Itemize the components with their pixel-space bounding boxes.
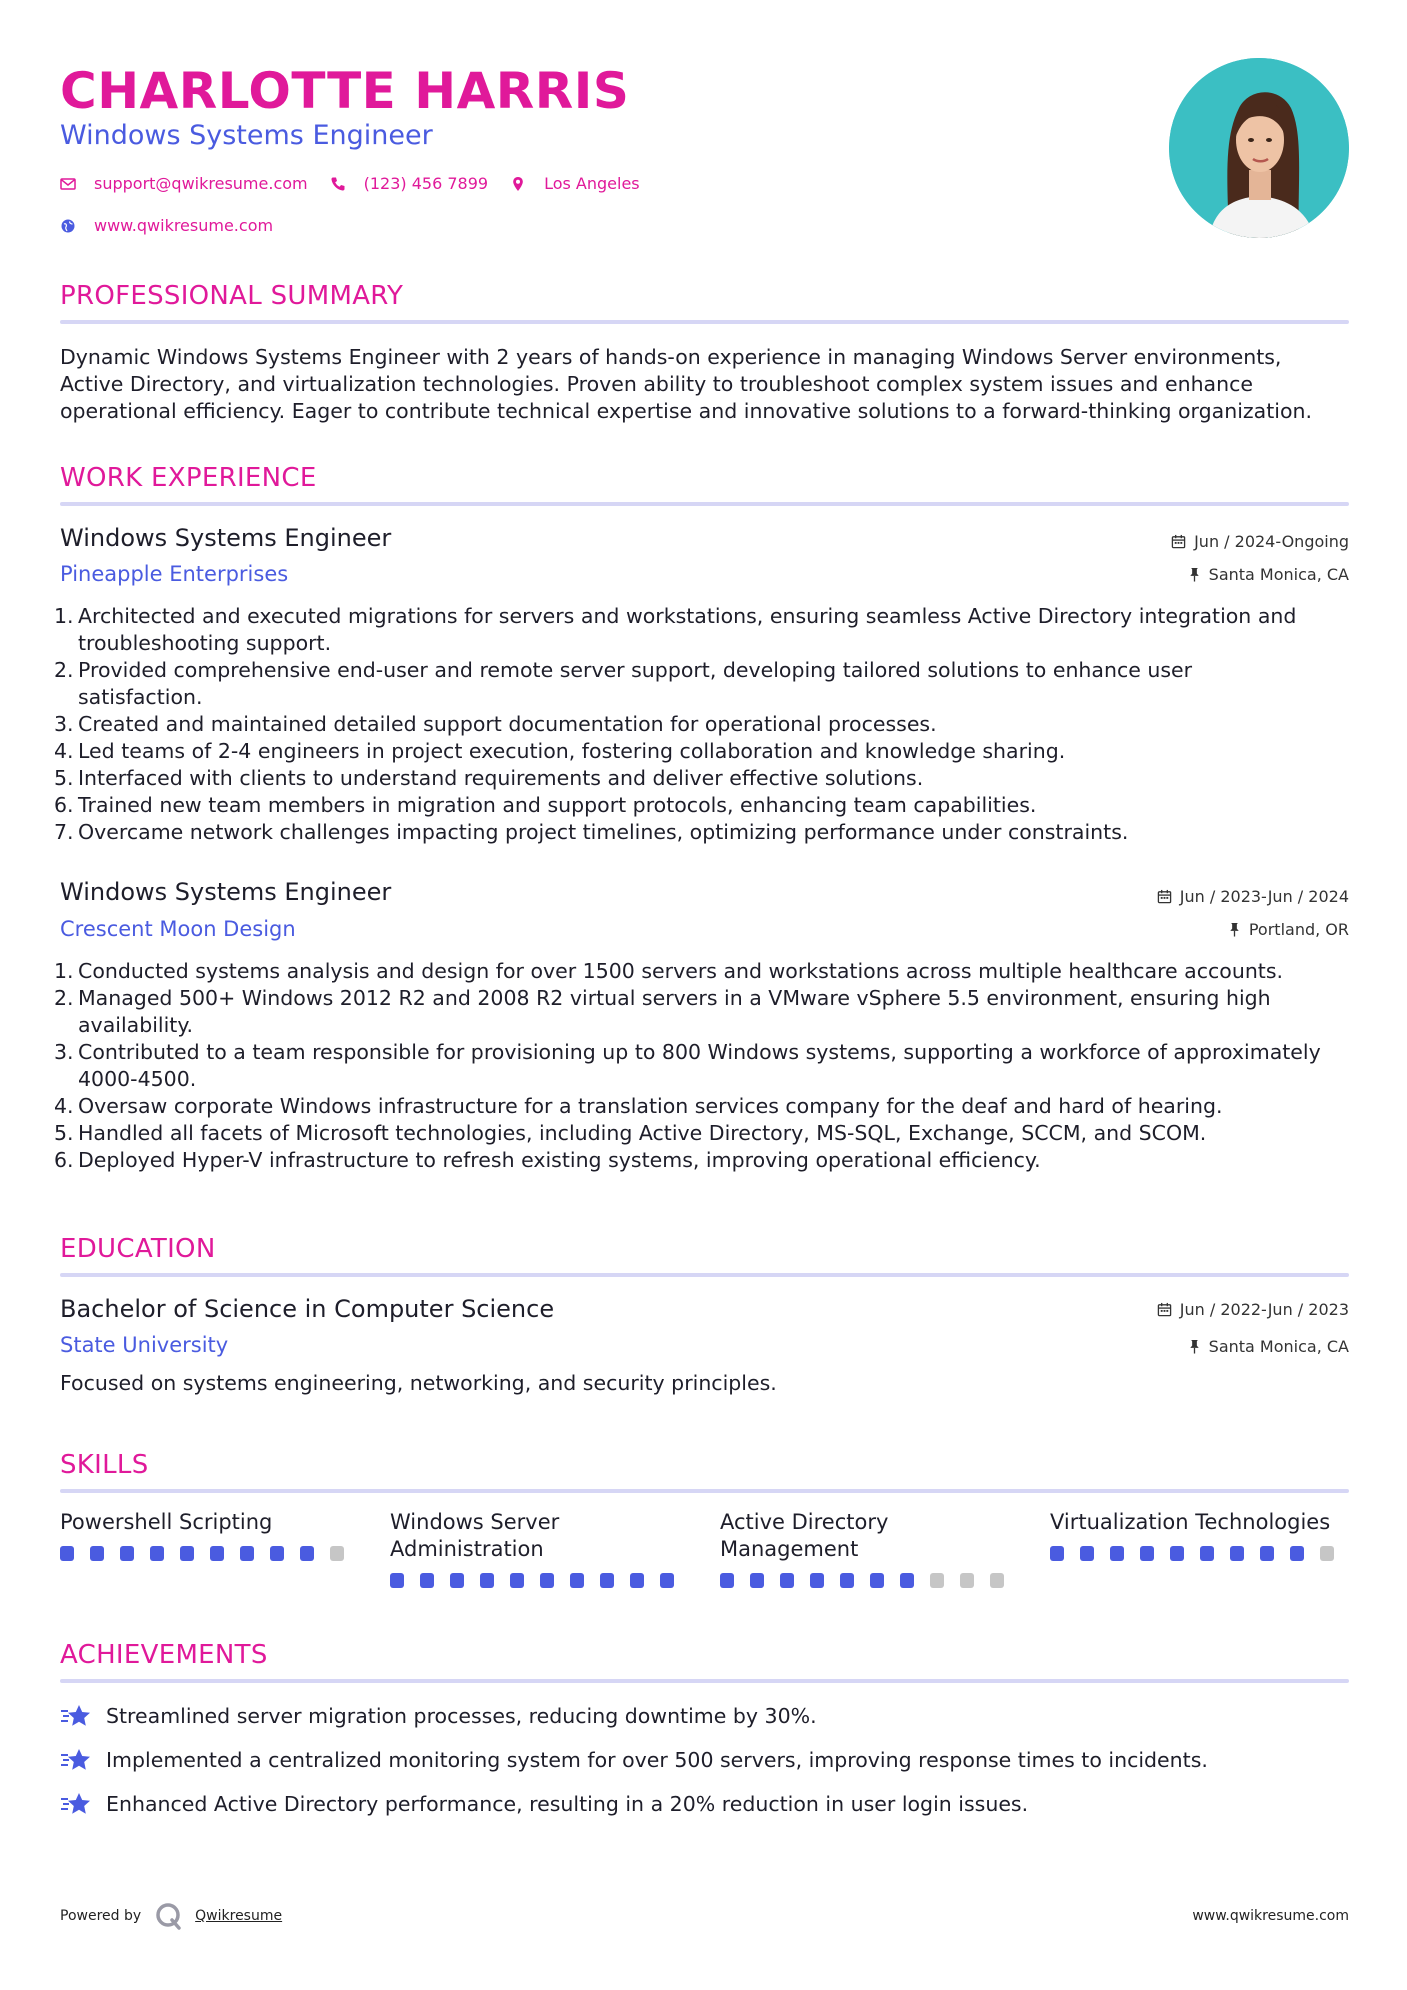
skill-item — [720, 1509, 1020, 1588]
location-text: Los Angeles — [544, 174, 640, 193]
skill-dot-empty — [990, 1573, 1004, 1588]
bullet-text: Managed 500+ Windows 2012 R2 and 2008 R2 virtual servers in a VMware vSphere 5.5 environment, ensuring high — [78, 986, 1271, 1010]
skill-dot-filled — [600, 1573, 614, 1588]
list-item — [54, 1039, 1349, 1093]
education-divider — [60, 1273, 1349, 1277]
skill-dot-filled — [1230, 1546, 1244, 1561]
skill-name-line2: Administration — [390, 1537, 544, 1561]
achievement-item — [60, 1791, 1028, 1817]
qwikresume-logo-icon — [155, 1902, 183, 1930]
bullet-number: 2. — [54, 658, 74, 682]
bullet-number: 3. — [54, 712, 74, 736]
bullet-text: satisfaction. — [78, 685, 203, 709]
skill-item — [1050, 1509, 1350, 1561]
skill-dot-filled — [750, 1573, 764, 1588]
location-pin-icon — [510, 176, 526, 192]
contact-row-2 — [60, 216, 295, 235]
job-location-text: Santa Monica, CA — [1208, 565, 1349, 584]
skill-dot-filled — [630, 1573, 644, 1588]
pushpin-icon — [1188, 567, 1201, 582]
skill-dot-filled — [90, 1546, 104, 1561]
globe-icon — [60, 218, 76, 234]
achievement-text: Implemented a centralized monitoring system for over 500 servers, improving response times to incidents. — [106, 1748, 1208, 1772]
achievements-divider — [60, 1679, 1349, 1683]
bullet-number: 3. — [54, 1040, 74, 1064]
envelope-icon — [60, 176, 76, 192]
portrait-illustration — [1169, 58, 1349, 238]
bullet-text: availability. — [78, 1013, 194, 1037]
bullet-text: 4000-4500. — [78, 1067, 197, 1091]
skill-name-line2: Management — [720, 1537, 859, 1561]
list-item — [54, 765, 1349, 792]
bullet-text: Trained new team members in migration and support protocols, enhancing team capabilities. — [78, 793, 1037, 817]
company-name: Pineapple Enterprises — [60, 562, 289, 586]
company-name: Crescent Moon Design — [60, 917, 296, 941]
skill-dot-filled — [60, 1546, 74, 1561]
bullet-text: Led teams of 2-4 engineers in project execution, fostering collaboration and knowledge sharing. — [78, 739, 1066, 763]
profile-photo — [1169, 58, 1349, 238]
achievement-item — [60, 1703, 817, 1729]
bullet-text: troubleshooting support. — [78, 631, 332, 655]
job-dates — [1171, 532, 1349, 551]
resume-page — [54, 0, 1349, 1990]
skill-dot-filled — [900, 1573, 914, 1588]
skill-dot-empty — [960, 1573, 974, 1588]
email-link[interactable]: support@qwikresume.com — [94, 174, 308, 193]
list-item — [54, 985, 1349, 1039]
job-dates — [1157, 887, 1349, 906]
skill-dot-filled — [210, 1546, 224, 1561]
job-bullets — [54, 603, 1349, 846]
skill-item — [390, 1509, 690, 1588]
skill-dot-filled — [510, 1573, 524, 1588]
skill-dot-empty — [330, 1546, 344, 1561]
job-title: Windows Systems Engineer — [60, 878, 392, 906]
list-item — [54, 657, 1349, 711]
skill-dot-empty — [930, 1573, 944, 1588]
bullet-number: 6. — [54, 1148, 74, 1172]
skill-dot-empty — [1320, 1546, 1334, 1561]
skill-dot-filled — [450, 1573, 464, 1588]
phone-icon — [330, 176, 346, 192]
experience-divider — [60, 502, 1349, 506]
skill-name: Powershell Scripting — [60, 1510, 273, 1534]
phone-text: (123) 456 7899 — [363, 174, 489, 193]
bullet-text: Created and maintained detailed support documentation for operational processes. — [78, 712, 937, 736]
achievement-text: Streamlined server migration processes, reducing downtime by 30%. — [106, 1704, 817, 1728]
skill-dot-filled — [420, 1573, 434, 1588]
bullet-number: 1. — [54, 604, 74, 628]
bullet-number: 1. — [54, 959, 74, 983]
summary-divider — [60, 320, 1349, 324]
list-item — [54, 792, 1349, 819]
skill-dot-filled — [570, 1573, 584, 1588]
bullet-text: Deployed Hyper-V infrastructure to refresh existing systems, improving operational efficiency. — [78, 1148, 1041, 1172]
bullet-text: Architected and executed migrations for servers and workstations, ensuring seamless Active Directory integration and — [78, 604, 1297, 628]
skill-dot-filled — [720, 1573, 734, 1588]
degree-title: Bachelor of Science in Computer Science — [60, 1295, 555, 1323]
job-location — [1188, 565, 1349, 584]
education-description: Focused on systems engineering, networking, and security principles. — [60, 1371, 777, 1395]
job-dates-text: Jun / 2023-Jun / 2024 — [1179, 887, 1349, 906]
candidate-name: CHARLOTTE HARRIS — [60, 62, 630, 120]
bullet-text: Contributed to a team responsible for provisioning up to 800 Windows systems, supporting a workforce of approximately — [78, 1040, 1321, 1064]
skill-dot-filled — [660, 1573, 674, 1588]
summary-line: Dynamic Windows Systems Engineer with 2 years of hands-on experience in managing Windows Server environments, — [60, 345, 1282, 369]
bullet-number: 4. — [54, 739, 74, 763]
skill-dot-filled — [1260, 1546, 1274, 1561]
school-name: State University — [60, 1333, 229, 1357]
star-icon — [60, 1791, 92, 1817]
footer-url[interactable]: www.qwikresume.com — [1192, 1908, 1349, 1924]
star-icon — [60, 1747, 92, 1773]
calendar-icon — [1157, 1302, 1172, 1317]
skill-dot-filled — [1080, 1546, 1094, 1561]
list-item — [54, 603, 1349, 657]
skill-dot-filled — [1140, 1546, 1154, 1561]
bullet-number: 5. — [54, 766, 74, 790]
experience-heading: WORK EXPERIENCE — [60, 463, 317, 493]
bullet-number: 6. — [54, 793, 74, 817]
skill-name: Virtualization Technologies — [1050, 1510, 1331, 1534]
achievement-item — [60, 1747, 1208, 1773]
bullet-text: Handled all facets of Microsoft technologies, including Active Directory, MS-SQL, Exchange, SCCM, and SCOM. — [78, 1121, 1207, 1145]
skill-dot-filled — [120, 1546, 134, 1561]
skill-name: Windows Server — [390, 1510, 560, 1534]
bullet-number: 7. — [54, 820, 74, 844]
skill-level-dots — [390, 1573, 690, 1588]
bullet-number: 2. — [54, 986, 74, 1010]
bullet-text: Provided comprehensive end-user and remote server support, developing tailored solutions to enhance user — [78, 658, 1193, 682]
skill-dot-filled — [480, 1573, 494, 1588]
education-location-text: Santa Monica, CA — [1208, 1337, 1349, 1356]
skill-dot-filled — [150, 1546, 164, 1561]
bullet-number: 4. — [54, 1094, 74, 1118]
list-item — [54, 819, 1349, 846]
skill-dot-filled — [780, 1573, 794, 1588]
achievements-heading: ACHIEVEMENTS — [60, 1640, 268, 1670]
footer-powered-by — [60, 1902, 282, 1930]
job-title: Windows Systems Engineer — [60, 524, 392, 552]
calendar-icon — [1171, 534, 1186, 549]
job-bullets — [54, 958, 1349, 1174]
skill-dot-filled — [1050, 1546, 1064, 1561]
powered-by-label: Powered by — [60, 1908, 142, 1924]
skill-name: Active Directory — [720, 1510, 889, 1534]
job-dates-text: Jun / 2024-Ongoing — [1194, 532, 1349, 551]
calendar-icon — [1157, 889, 1172, 904]
education-dates — [1157, 1300, 1349, 1319]
skill-level-dots — [60, 1546, 360, 1561]
skill-dot-filled — [180, 1546, 194, 1561]
skill-level-dots — [1050, 1546, 1350, 1561]
skill-dot-filled — [870, 1573, 884, 1588]
pushpin-icon — [1228, 922, 1241, 937]
skill-dot-filled — [1170, 1546, 1184, 1561]
skill-dot-filled — [810, 1573, 824, 1588]
brand-link[interactable]: Qwikresume — [195, 1908, 283, 1924]
summary-line: Active Directory, and virtualization technologies. Proven ability to troubleshoot complex system issues and enhance — [60, 372, 1253, 396]
website-link[interactable]: www.qwikresume.com — [94, 216, 274, 235]
candidate-role: Windows Systems Engineer — [60, 120, 433, 151]
list-item — [54, 738, 1349, 765]
list-item — [54, 1120, 1349, 1147]
bullet-text: Overcame network challenges impacting project timelines, optimizing performance under constraints. — [78, 820, 1129, 844]
list-item — [54, 1093, 1349, 1120]
skill-dot-filled — [390, 1573, 404, 1588]
bullet-text: Oversaw corporate Windows infrastructure for a translation services company for the deaf and hard of hearing. — [78, 1094, 1223, 1118]
education-dates-text: Jun / 2022-Jun / 2023 — [1179, 1300, 1349, 1319]
skill-level-dots — [720, 1573, 1020, 1588]
skill-dot-filled — [540, 1573, 554, 1588]
education-location — [1188, 1337, 1349, 1356]
education-heading: EDUCATION — [60, 1234, 216, 1264]
skills-divider — [60, 1489, 1349, 1493]
skill-dot-filled — [240, 1546, 254, 1561]
skill-dot-filled — [270, 1546, 284, 1561]
skill-dot-filled — [840, 1573, 854, 1588]
list-item — [54, 958, 1349, 985]
skill-dot-filled — [300, 1546, 314, 1561]
contact-row-1 — [60, 174, 662, 193]
skills-heading: SKILLS — [60, 1450, 149, 1480]
job-location — [1228, 920, 1349, 939]
bullet-text: Interfaced with clients to understand requirements and deliver effective solutions. — [78, 766, 924, 790]
skill-dot-filled — [1200, 1546, 1214, 1561]
job-location-text: Portland, OR — [1248, 920, 1349, 939]
skill-dot-filled — [1290, 1546, 1304, 1561]
summary-text — [60, 344, 1349, 425]
list-item — [54, 711, 1349, 738]
pushpin-icon — [1188, 1339, 1201, 1354]
skill-item — [60, 1509, 360, 1561]
list-item — [54, 1147, 1349, 1174]
skill-dot-filled — [1110, 1546, 1124, 1561]
bullet-number: 5. — [54, 1121, 74, 1145]
achievement-text: Enhanced Active Directory performance, resulting in a 20% reduction in user login issues. — [106, 1792, 1029, 1816]
star-icon — [60, 1703, 92, 1729]
summary-heading: PROFESSIONAL SUMMARY — [60, 281, 404, 311]
bullet-text: Conducted systems analysis and design for over 1500 servers and workstations across multiple healthcare accounts. — [78, 959, 1284, 983]
summary-line: operational efficiency. Eager to contribute technical expertise and innovative solutions to a forward-thinking organization. — [60, 399, 1312, 423]
